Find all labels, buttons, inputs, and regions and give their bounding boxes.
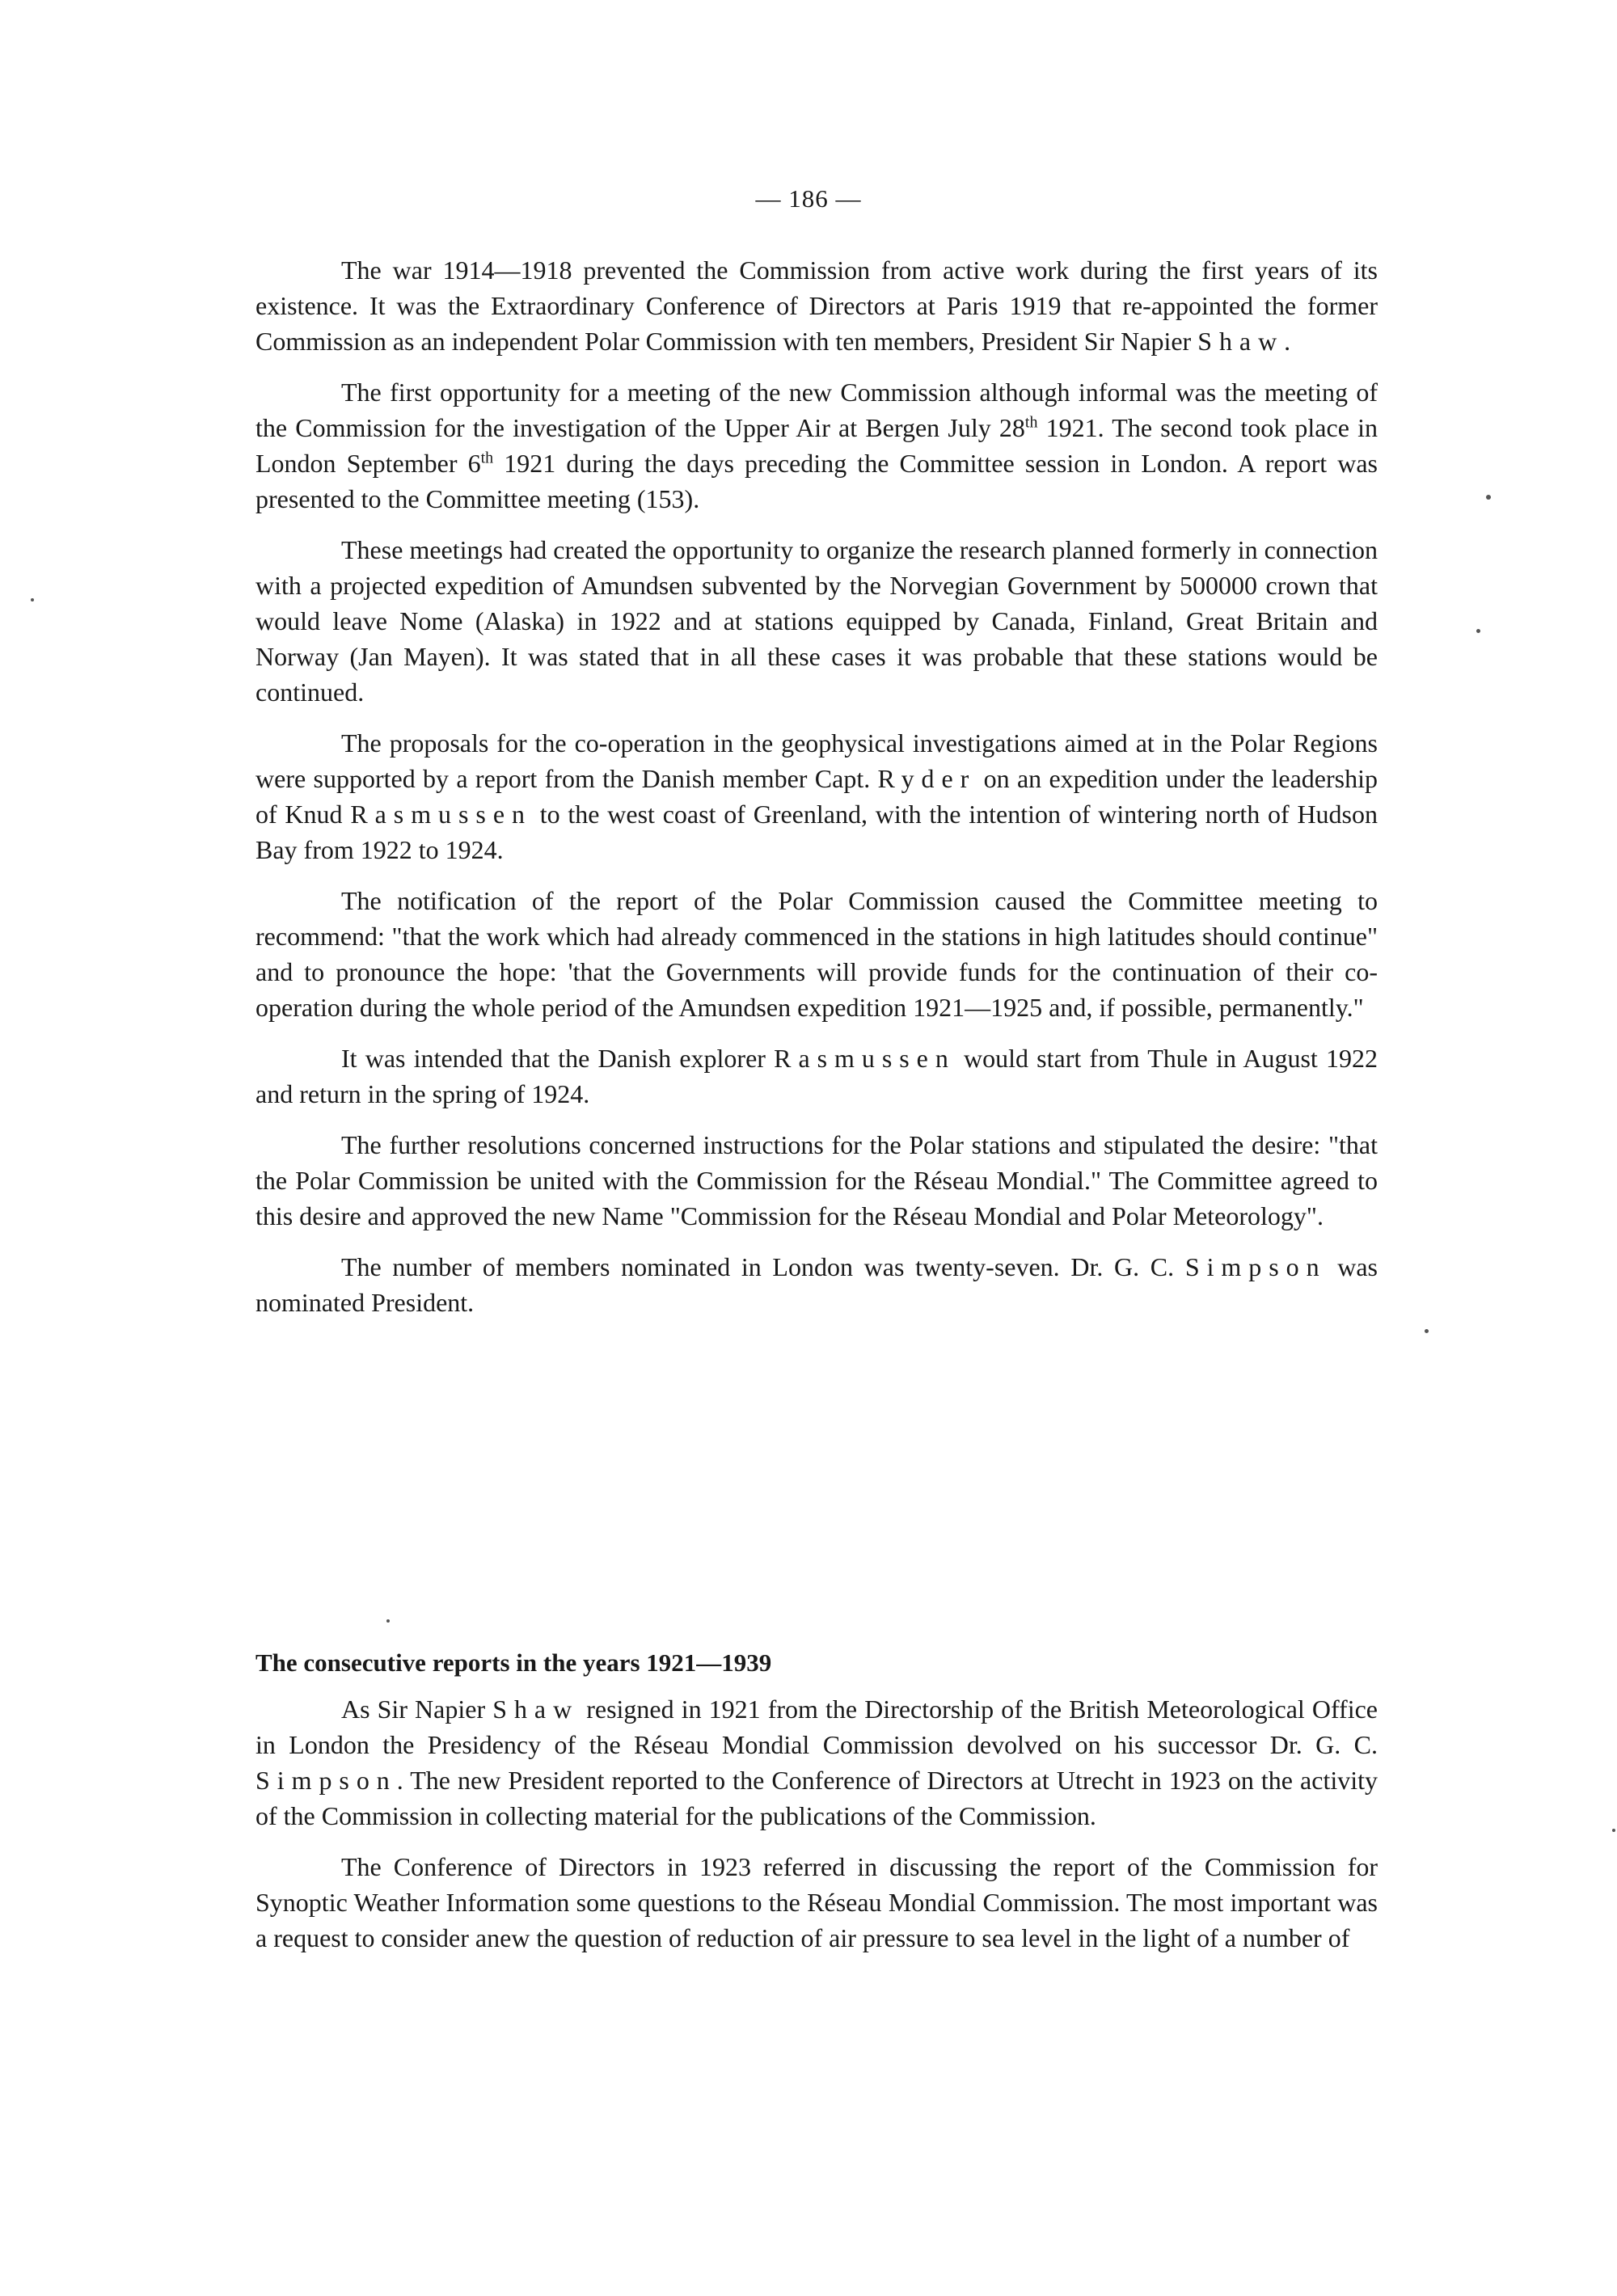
text-run: . xyxy=(1284,327,1291,356)
text-run: 1921. The second took place in London September 6 xyxy=(255,413,1378,478)
text-run: These meetings had created the opportunity to organize the research planned formerly in connection with a projected expedition of Amundsen subvented by the Norvegian Government by 500000 crown that would leave Nome (Alaska) in 1922 and at stations equipped by Canada, Finland, Great Britain and Norway (Jan Mayen). It was stated that in all these cases it was probable that these stations would be continued. xyxy=(255,535,1378,707)
body-text-bottom xyxy=(255,1691,1378,1956)
text-run: The further resolutions concerned instructions for the Polar stations and stipulated the desire: "that the Polar Commission be united with the Commission for the Réseau Mondial." The Committee agreed to this desire and approved the new Name "Commission for the Réseau Mondial and Polar Meteorology". xyxy=(255,1130,1378,1230)
paragraph xyxy=(255,725,1378,867)
text-run: It was intended that the Danish explorer xyxy=(341,1044,775,1073)
scan-speck xyxy=(1612,1829,1615,1832)
spaced-name: Shaw xyxy=(1197,327,1285,356)
paragraph xyxy=(255,374,1378,517)
scan-speck xyxy=(1425,1329,1429,1333)
section-heading: The consecutive reports in the years 1921—1939 xyxy=(255,1648,772,1677)
body-text-top xyxy=(255,252,1378,1320)
text-run: The proposals for the co-operation in the geophysical investigations aimed at in the Polar Regions were supported by a report from the Danish member Capt. xyxy=(255,728,1378,793)
text-run: The number of members nominated in London was twenty-seven. Dr. G. C. xyxy=(341,1252,1185,1281)
text-run: to the west coast of Greenland, with the intention of wintering north of Hudson Bay from 1922 to 1924. xyxy=(255,800,1378,864)
spaced-name: Simpson xyxy=(1184,1252,1327,1281)
scan-speck xyxy=(386,1619,390,1623)
spaced-name: Rasmussen xyxy=(774,1044,956,1073)
text-run: The Conference of Directors in 1923 referred in discussing the report of the Commission for Synoptic Weather Information some questions to the Réseau Mondial Commission. The most important was a request to consider anew the question of reduction of air pressure to sea level in the light of a number of xyxy=(255,1852,1378,1952)
text-run: 1921 during the days preceding the Committee session in London. A report was presented to the Committee meeting (153). xyxy=(255,449,1378,513)
scan-speck xyxy=(1486,495,1491,500)
paragraph xyxy=(255,1249,1378,1320)
spaced-name: Rasmussen xyxy=(350,800,532,829)
text-run: was nominated President. xyxy=(255,1252,1378,1317)
spaced-name: Ryder xyxy=(877,764,977,793)
text-run: on an expedition under the leadership of Knud xyxy=(255,764,1378,829)
spaced-name: Shaw xyxy=(492,1695,580,1724)
paragraph xyxy=(255,252,1378,359)
text-run: would start from Thule in August 1922 and return in the spring of 1924. xyxy=(255,1044,1378,1108)
scan-speck xyxy=(31,598,34,601)
text-run: The war 1914—1918 prevented the Commission from active work during the first years of its existence. It was the Extraordinary Conference of Directors at Paris 1919 that re-appointed the former Commission as an independent Polar Commission with ten members, President Sir Napier xyxy=(255,255,1378,356)
text-run: resigned in 1921 from the Directorship of the British Meteorological Office in London the Presidency of the Réseau Mondial Commission devolved on his successor Dr. G. C. xyxy=(255,1695,1378,1759)
section-heading-wrap xyxy=(255,1645,1378,1681)
superscript: th xyxy=(480,449,494,467)
text-run: As Sir Napier xyxy=(341,1695,493,1724)
text-run: . The new President reported to the Conference of Directors at Utrecht in 1923 on the activity of the Commission in collecting material for the publications of the Commission. xyxy=(255,1766,1378,1830)
text-run: The notification of the report of the Polar Commission caused the Committee meeting to recommend: "that the work which had already commenced in the stations in high latitudes should continue" and to pronounce the hope: 'that the Governments will provide funds for the continuation of their co-operation during the whole period of the Amundsen expedition 1921—1925 and, if possible, permanently." xyxy=(255,886,1378,1022)
paragraph xyxy=(255,1849,1378,1956)
scan-speck xyxy=(1476,629,1480,633)
paragraph xyxy=(255,1040,1378,1112)
superscript: th xyxy=(1024,413,1038,432)
paragraph xyxy=(255,1691,1378,1834)
paragraph xyxy=(255,1127,1378,1234)
spaced-name: Simpson xyxy=(255,1766,397,1795)
paragraph xyxy=(255,883,1378,1025)
page-number: — 186 — xyxy=(755,184,862,213)
text-run: The first opportunity for a meeting of the new Commission although informal was the meeting of the Commission for the investigation of the Upper Air at Bergen July 28 xyxy=(255,378,1378,442)
paragraph xyxy=(255,532,1378,710)
